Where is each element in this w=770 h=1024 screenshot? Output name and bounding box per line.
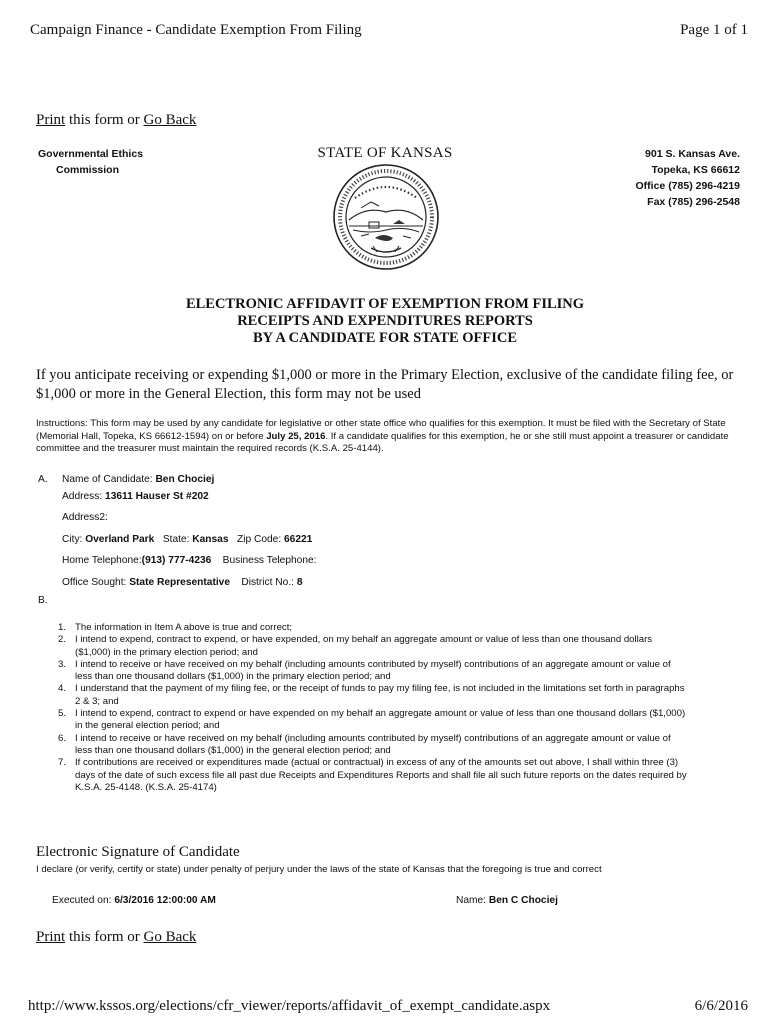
signer-name bbox=[456, 895, 558, 906]
agency-line-1: Governmental Ethics bbox=[38, 148, 144, 160]
list-item bbox=[58, 708, 688, 733]
executed-on bbox=[52, 895, 216, 906]
heading-line-3: BY A CANDIDATE FOR STATE OFFICE bbox=[252, 330, 518, 346]
footer-date: 6/6/2016 bbox=[694, 998, 748, 1014]
city-value: Overland Park bbox=[85, 534, 155, 545]
filing-deadline: July 25, 2016 bbox=[266, 430, 326, 442]
signature-declaration: I declare (or verify, certify or state) under penalty of perjury under the laws of the state of Kansas that the foregoing is true and correct bbox=[36, 864, 602, 875]
list-item-number: 3. bbox=[58, 658, 67, 670]
list-item bbox=[58, 622, 688, 634]
state-value: Kansas bbox=[192, 534, 229, 545]
section-a-letter: A. bbox=[38, 474, 48, 485]
signature-title: Electronic Signature of Candidate bbox=[36, 844, 240, 860]
business-phone-label: Business Telephone: bbox=[222, 555, 317, 566]
phone-row bbox=[62, 555, 317, 566]
list-item-text: If contributions are received or expenditures made (actual or contractual) in excess of any of the amounts set out above, I shall within three (3) days of the date of such excess file all past due Receipts and Expenditures Reports and shall file all such future reports on the dates required by K.S.A. 25-4148. (K.S.A. 25-4174) bbox=[75, 757, 687, 793]
office-row bbox=[62, 577, 303, 588]
page-title: Campaign Finance - Candidate Exemption From Filing bbox=[30, 22, 362, 38]
go-back-link-bottom[interactable]: Go Back bbox=[143, 929, 197, 945]
state-seal-image bbox=[331, 162, 441, 272]
address2-row bbox=[62, 512, 108, 523]
state-label: State: bbox=[162, 534, 193, 545]
instructions bbox=[36, 418, 751, 456]
list-item-number: 7. bbox=[58, 757, 67, 769]
executed-value: 6/3/2016 12:00:00 AM bbox=[114, 895, 216, 906]
list-item-number: 4. bbox=[58, 683, 67, 695]
list-item bbox=[58, 733, 688, 758]
address-row bbox=[62, 491, 209, 502]
zip-value: 66221 bbox=[284, 534, 313, 545]
list-item bbox=[58, 659, 688, 684]
executed-label: Executed on: bbox=[52, 895, 115, 906]
list-item-text: I intend to expend, contract to expend or have expended on my behalf an aggregate amount or value of less than one thousand dollars ($1,000) in the general election period; and bbox=[75, 708, 686, 732]
district-label: District No.: bbox=[241, 577, 297, 588]
district-value: 8 bbox=[296, 577, 303, 588]
city-label: City: bbox=[62, 534, 86, 545]
instructions-text: This form may be used by any candidate for legislative or other state office who qualifies for this exemption. It must be filed with the Secretary of State (Memorial Hall, Topeka, KS 66612-1594) on or before bbox=[36, 418, 726, 442]
home-phone-label: Home Telephone: bbox=[62, 555, 142, 566]
city-state-zip-row bbox=[62, 534, 312, 545]
address-office-phone: Office (785) 296-4219 bbox=[635, 180, 740, 192]
page-number: Page 1 of 1 bbox=[680, 22, 748, 38]
signer-name-label: Name: bbox=[456, 895, 489, 906]
seal-icon bbox=[331, 162, 441, 272]
list-item-number: 6. bbox=[58, 732, 67, 744]
state-title: STATE OF KANSAS bbox=[317, 145, 453, 161]
list-item-number: 5. bbox=[58, 708, 67, 720]
list-item bbox=[58, 757, 688, 794]
zip-label: Zip Code: bbox=[237, 534, 285, 545]
instructions-text-cont: . If a candidate qualifies for this exemption, he or she still must appoint a treasurer or candidate committee and the treasurer must maintain the required records (K.S.A. 25-4144). bbox=[36, 430, 729, 454]
list-item-text: I intend to receive or have received on my behalf (including amounts contributed by myself) contributions of an aggregate amount or value of less than one thousand dollars ($1,000) in the general election period; and bbox=[75, 732, 671, 756]
print-link-bottom[interactable]: Print bbox=[36, 929, 66, 945]
list-item-text: I intend to expend, contract to expend, or have expended, on my behalf an aggregate amount or value of less than one thousand dollars ($1,000) in the primary election period; and bbox=[75, 634, 653, 658]
nav-text: this form or bbox=[65, 112, 144, 128]
list-item-text: The information in Item A above is true and correct; bbox=[75, 622, 293, 633]
heading-line-1: ELECTRONIC AFFIDAVIT OF EXEMPTION FROM FILING bbox=[185, 296, 585, 312]
intro-paragraph: If you anticipate receiving or expending $1,000 or more in the Primary Election, exclusive of the candidate filing fee, or $1,000 or more in the General Election, this form may not be used bbox=[36, 367, 734, 402]
agency-line-2: Commission bbox=[56, 164, 120, 176]
signer-name-value: Ben C Chociej bbox=[488, 895, 558, 906]
print-link-top[interactable]: Print bbox=[36, 112, 66, 128]
address2-label: Address2: bbox=[62, 512, 108, 523]
list-item-text: I intend to receive or have received on my behalf (including amounts contributed by myself) contributions of an aggregate amount or value of less than one thousand dollars ($1,000) in the primary election period; and bbox=[75, 658, 671, 683]
agency-address bbox=[636, 146, 740, 210]
form-heading bbox=[0, 296, 770, 347]
list-item-number: 2. bbox=[58, 634, 67, 646]
list-item-text: I understand that the payment of my filing fee, or the receipt of funds to pay my filing fee, is not included in the limitations set forth in paragraphs 2 & 3; and bbox=[75, 683, 685, 707]
candidate-name-value: Ben Chociej bbox=[155, 474, 215, 485]
footer-url: http://www.kssos.org/elections/cfr_viewer/reports/affidavit_of_exempt_candidate.aspx bbox=[28, 998, 551, 1014]
bottom-nav bbox=[36, 929, 196, 946]
list-item bbox=[58, 634, 688, 659]
list-item-number: 1. bbox=[58, 622, 67, 633]
candidate-name-row bbox=[62, 474, 214, 485]
address-street: 901 S. Kansas Ave. bbox=[645, 148, 740, 160]
address-label: Address: bbox=[62, 491, 106, 502]
office-label: Office Sought: bbox=[62, 577, 130, 588]
nav-text: this form or bbox=[65, 929, 144, 945]
go-back-link-top[interactable]: Go Back bbox=[143, 112, 197, 128]
list-item bbox=[58, 683, 688, 708]
section-b-letter: B. bbox=[38, 595, 48, 606]
instructions-label: Instructions: bbox=[36, 418, 88, 429]
address-value: 13611 Hauser St #202 bbox=[105, 491, 209, 502]
candidate-name-label: Name of Candidate: bbox=[62, 474, 156, 485]
top-nav bbox=[36, 112, 196, 129]
affirmation-list bbox=[58, 622, 688, 794]
heading-line-2: RECEIPTS AND EXPENDITURES REPORTS bbox=[237, 313, 533, 329]
office-value: State Representative bbox=[129, 577, 231, 588]
home-phone-value: (913) 777-4236 bbox=[141, 555, 212, 566]
address-city: Topeka, KS 66612 bbox=[651, 164, 740, 176]
address-fax: Fax (785) 296-2548 bbox=[647, 196, 740, 208]
